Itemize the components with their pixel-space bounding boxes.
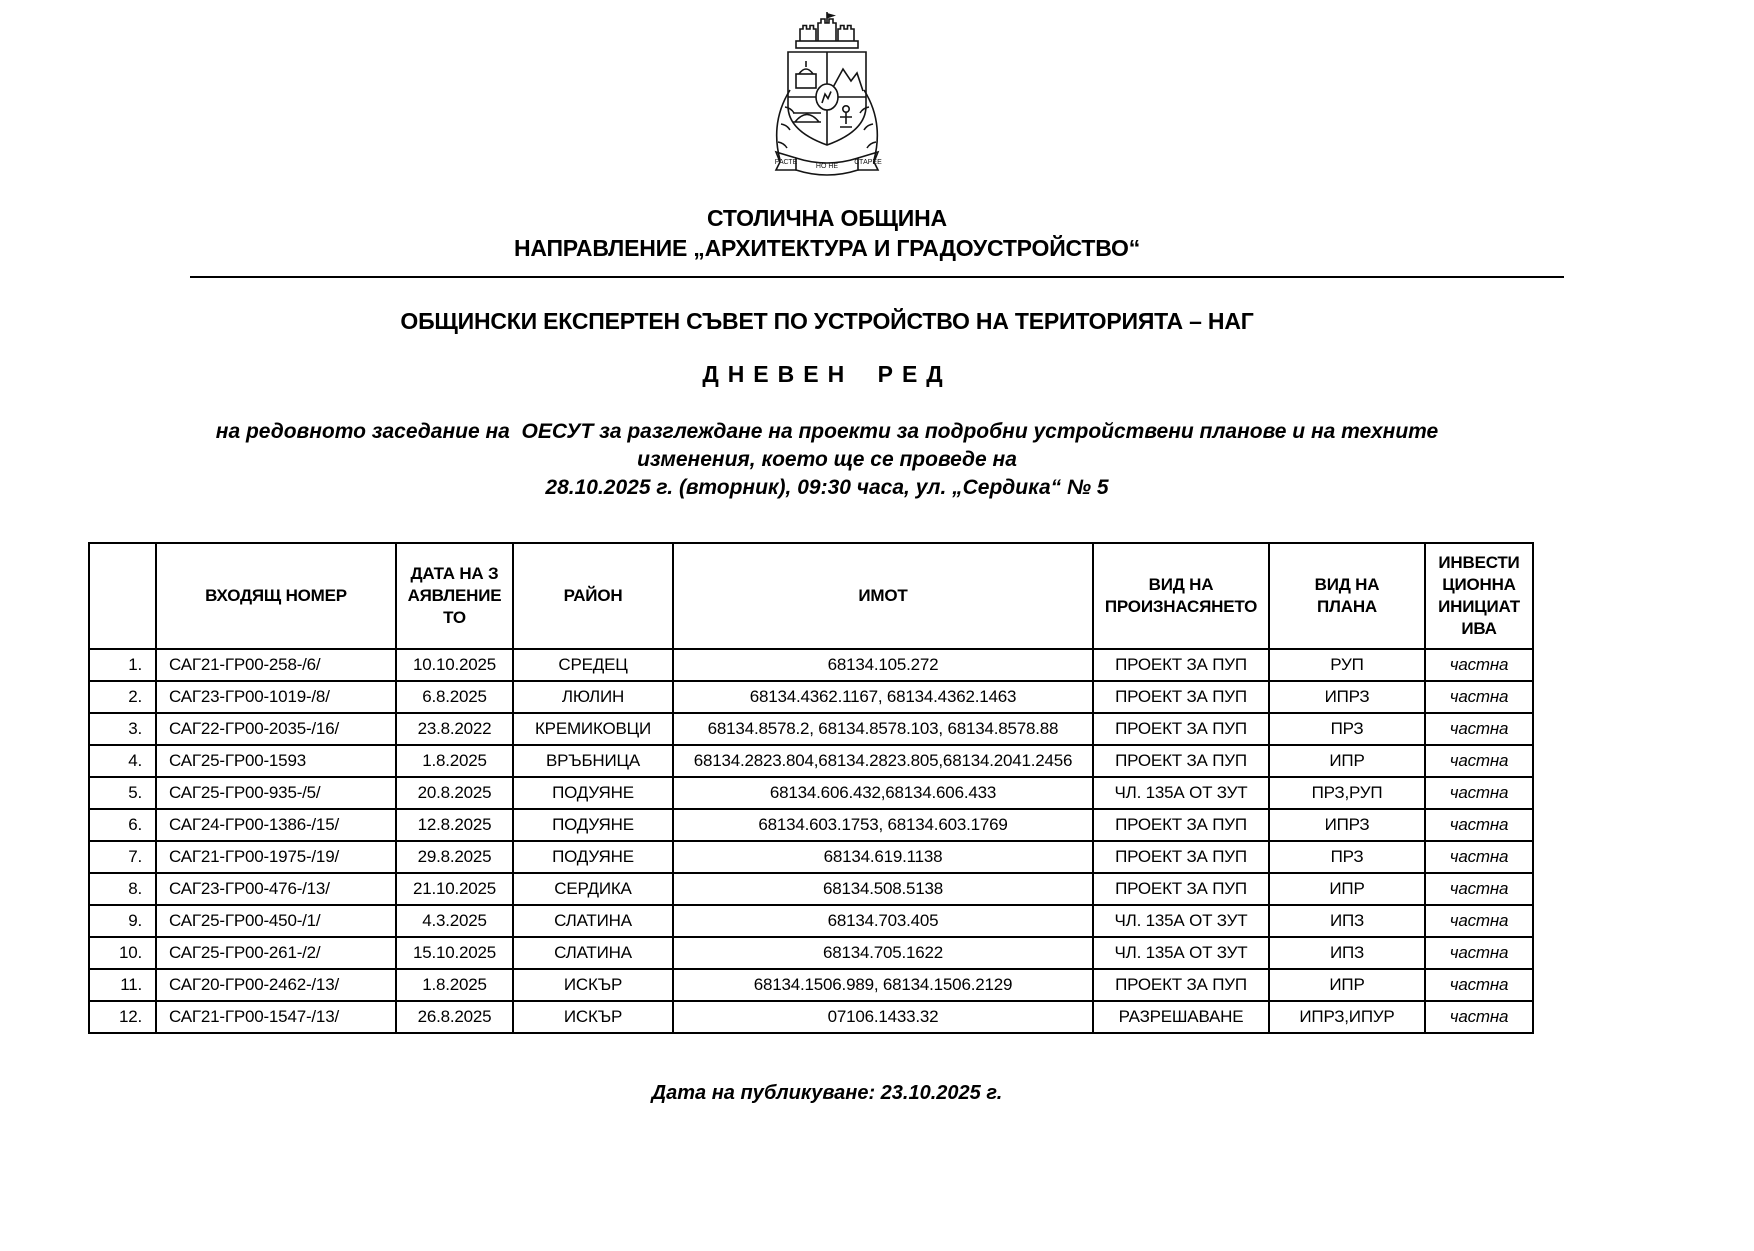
municipality-name: СТОЛИЧНА ОБЩИНА bbox=[707, 205, 947, 231]
row-number-cell: 2. bbox=[89, 681, 156, 713]
application-date-cell: 20.8.2025 bbox=[396, 777, 513, 809]
emblem-motto-right: СТАРЕЕ bbox=[854, 159, 882, 166]
pronouncement-type-cell: ЧЛ. 135А ОТ ЗУТ bbox=[1093, 777, 1269, 809]
agenda-title: ДНЕВЕН РЕД bbox=[702, 361, 952, 387]
agenda-table-header bbox=[89, 543, 1533, 649]
property-cell: 68134.1506.989, 68134.1506.2129 bbox=[673, 969, 1093, 1001]
header-row bbox=[89, 543, 1533, 649]
property-cell: 68134.705.1622 bbox=[673, 937, 1093, 969]
row-number-cell: 11. bbox=[89, 969, 156, 1001]
plan-type-cell: ПРЗ bbox=[1269, 713, 1425, 745]
pronouncement-type-cell: ПРОЕКТ ЗА ПУП bbox=[1093, 681, 1269, 713]
district-cell: ИСКЪР bbox=[513, 1001, 673, 1033]
column-header-pronouncement-type: ВИД НА ПРОИЗНАСЯНЕТО bbox=[1093, 543, 1269, 649]
entry-number-cell: САГ21-ГР00-258-/6/ bbox=[156, 649, 396, 681]
property-cell: 68134.8578.2, 68134.8578.103, 68134.8578.88 bbox=[673, 713, 1093, 745]
application-date-cell: 26.8.2025 bbox=[396, 1001, 513, 1033]
row-number-cell: 4. bbox=[89, 745, 156, 777]
investment-initiative-cell: частна bbox=[1425, 745, 1533, 777]
property-cell: 68134.508.5138 bbox=[673, 873, 1093, 905]
investment-initiative-cell: частна bbox=[1425, 1001, 1533, 1033]
table-row bbox=[89, 681, 1533, 713]
application-date-cell: 23.8.2022 bbox=[396, 713, 513, 745]
column-header-plan-type: ВИД НА ПЛАНА bbox=[1269, 543, 1425, 649]
entry-number-cell: САГ25-ГР00-261-/2/ bbox=[156, 937, 396, 969]
row-number-cell: 9. bbox=[89, 905, 156, 937]
document-page bbox=[88, 10, 1566, 263]
district-cell: СРЕДЕЦ bbox=[513, 649, 673, 681]
plan-type-cell: ПРЗ bbox=[1269, 841, 1425, 873]
property-cell: 68134.4362.1167, 68134.4362.1463 bbox=[673, 681, 1093, 713]
entry-number-cell: САГ21-ГР00-1547-/13/ bbox=[156, 1001, 396, 1033]
row-number-cell: 8. bbox=[89, 873, 156, 905]
column-header-property: ИМОТ bbox=[673, 543, 1093, 649]
property-cell: 68134.105.272 bbox=[673, 649, 1093, 681]
district-cell: КРЕМИКОВЦИ bbox=[513, 713, 673, 745]
plan-type-cell: ИПРЗ bbox=[1269, 809, 1425, 841]
district-cell: СЕРДИКА bbox=[513, 873, 673, 905]
table-row bbox=[89, 905, 1533, 937]
session-description bbox=[88, 418, 1566, 502]
emblem-motto-left: РАСТЕ bbox=[774, 159, 798, 166]
pronouncement-type-cell: ПРОЕКТ ЗА ПУП bbox=[1093, 841, 1269, 873]
pronouncement-type-cell: ПРОЕКТ ЗА ПУП bbox=[1093, 969, 1269, 1001]
application-date-cell: 4.3.2025 bbox=[396, 905, 513, 937]
pronouncement-type-cell: ПРОЕКТ ЗА ПУП bbox=[1093, 745, 1269, 777]
investment-initiative-cell: частна bbox=[1425, 969, 1533, 1001]
pronouncement-type-cell: ПРОЕКТ ЗА ПУП bbox=[1093, 809, 1269, 841]
table-row bbox=[89, 777, 1533, 809]
row-number-cell: 10. bbox=[89, 937, 156, 969]
row-number-cell: 12. bbox=[89, 1001, 156, 1033]
plan-type-cell: ИПР bbox=[1269, 873, 1425, 905]
column-header-application-date: ДАТА НА ЗАЯВЛЕНИЕТО bbox=[396, 543, 513, 649]
table-row bbox=[89, 841, 1533, 873]
table-row bbox=[89, 1001, 1533, 1033]
entry-number-cell: САГ22-ГР00-2035-/16/ bbox=[156, 713, 396, 745]
district-cell: ЛЮЛИН bbox=[513, 681, 673, 713]
plan-type-cell: ИПРЗ bbox=[1269, 681, 1425, 713]
property-cell: 68134.606.432,68134.606.433 bbox=[673, 777, 1093, 809]
row-number-cell: 5. bbox=[89, 777, 156, 809]
column-header-district: РАЙОН bbox=[513, 543, 673, 649]
pronouncement-type-cell: ЧЛ. 135А ОТ ЗУТ bbox=[1093, 937, 1269, 969]
application-date-cell: 1.8.2025 bbox=[396, 969, 513, 1001]
publication-date: Дата на публикуване: 23.10.2025 г. bbox=[651, 1082, 1003, 1104]
column-header-number bbox=[89, 543, 156, 649]
application-date-cell: 12.8.2025 bbox=[396, 809, 513, 841]
entry-number-cell: САГ25-ГР00-935-/5/ bbox=[156, 777, 396, 809]
district-cell: ВРЪБНИЦА bbox=[513, 745, 673, 777]
pronouncement-type-cell: ПРОЕКТ ЗА ПУП bbox=[1093, 649, 1269, 681]
row-number-cell: 1. bbox=[89, 649, 156, 681]
table-row bbox=[89, 745, 1533, 777]
session-datetime-line: 28.10.2025 г. (вторник), 09:30 часа, ул. „Сердика“ № 5 bbox=[545, 476, 1109, 499]
table-row bbox=[89, 873, 1533, 905]
session-description-line2: изменения, което ще се проведе на bbox=[637, 448, 1017, 471]
table-row bbox=[89, 969, 1533, 1001]
property-cell: 68134.703.405 bbox=[673, 905, 1093, 937]
investment-initiative-cell: частна bbox=[1425, 681, 1533, 713]
plan-type-cell: ИПР bbox=[1269, 745, 1425, 777]
investment-initiative-cell: частна bbox=[1425, 841, 1533, 873]
plan-type-cell: РУП bbox=[1269, 649, 1425, 681]
table-row bbox=[89, 937, 1533, 969]
row-number-cell: 6. bbox=[89, 809, 156, 841]
agenda-table bbox=[88, 542, 1534, 1034]
department-name: НАПРАВЛЕНИЕ „АРХИТЕКТУРА И ГРАДОУСТРОЙСТВО“ bbox=[513, 235, 1141, 261]
entry-number-cell: САГ25-ГР00-1593 bbox=[156, 745, 396, 777]
sofia-coat-of-arms-icon bbox=[765, 10, 889, 182]
application-date-cell: 1.8.2025 bbox=[396, 745, 513, 777]
emblem-motto-center: НО НЕ bbox=[815, 163, 839, 170]
entry-number-cell: САГ23-ГР00-1019-/8/ bbox=[156, 681, 396, 713]
pronouncement-type-cell: ПРОЕКТ ЗА ПУП bbox=[1093, 713, 1269, 745]
property-cell: 68134.2823.804,68134.2823.805,68134.2041.2456 bbox=[673, 745, 1093, 777]
district-cell: ПОДУЯНЕ bbox=[513, 809, 673, 841]
plan-type-cell: ИПРЗ,ИПУР bbox=[1269, 1001, 1425, 1033]
plan-type-cell: ИПЗ bbox=[1269, 905, 1425, 937]
district-cell: СЛАТИНА bbox=[513, 905, 673, 937]
property-cell: 07106.1433.32 bbox=[673, 1001, 1093, 1033]
table-row bbox=[89, 713, 1533, 745]
row-number-cell: 7. bbox=[89, 841, 156, 873]
agenda-table-body bbox=[89, 649, 1533, 1033]
application-date-cell: 15.10.2025 bbox=[396, 937, 513, 969]
table-row bbox=[89, 649, 1533, 681]
property-cell: 68134.619.1138 bbox=[673, 841, 1093, 873]
session-description-line1: на редовното заседание на ОЕСУТ за разглеждане на проекти за подробни устройствени планове и на техните bbox=[215, 420, 1439, 443]
entry-number-cell: САГ21-ГР00-1975-/19/ bbox=[156, 841, 396, 873]
emblem-container bbox=[88, 10, 1566, 187]
investment-initiative-cell: частна bbox=[1425, 937, 1533, 969]
pronouncement-type-cell: ПРОЕКТ ЗА ПУП bbox=[1093, 873, 1269, 905]
council-title: ОБЩИНСКИ ЕКСПЕРТЕН СЪВЕТ ПО УСТРОЙСТВО НА ТЕРИТОРИЯТА – НАГ bbox=[400, 308, 1254, 334]
application-date-cell: 6.8.2025 bbox=[396, 681, 513, 713]
column-header-entry-number: ВХОДЯЩ НОМЕР bbox=[156, 543, 396, 649]
pronouncement-type-cell: РАЗРЕШАВАНЕ bbox=[1093, 1001, 1269, 1033]
application-date-cell: 29.8.2025 bbox=[396, 841, 513, 873]
property-cell: 68134.603.1753, 68134.603.1769 bbox=[673, 809, 1093, 841]
application-date-cell: 10.10.2025 bbox=[396, 649, 513, 681]
row-number-cell: 3. bbox=[89, 713, 156, 745]
entry-number-cell: САГ23-ГР00-476-/13/ bbox=[156, 873, 396, 905]
application-date-cell: 21.10.2025 bbox=[396, 873, 513, 905]
investment-initiative-cell: частна bbox=[1425, 809, 1533, 841]
investment-initiative-cell: частна bbox=[1425, 873, 1533, 905]
plan-type-cell: ПРЗ,РУП bbox=[1269, 777, 1425, 809]
table-row bbox=[89, 809, 1533, 841]
district-cell: СЛАТИНА bbox=[513, 937, 673, 969]
investment-initiative-cell: частна bbox=[1425, 713, 1533, 745]
entry-number-cell: САГ20-ГР00-2462-/13/ bbox=[156, 969, 396, 1001]
entry-number-cell: САГ25-ГР00-450-/1/ bbox=[156, 905, 396, 937]
column-header-investment-initiative: ИНВЕСТИЦИОННА ИНИЦИАТИВА bbox=[1425, 543, 1533, 649]
plan-type-cell: ИПР bbox=[1269, 969, 1425, 1001]
investment-initiative-cell: частна bbox=[1425, 905, 1533, 937]
entry-number-cell: САГ24-ГР00-1386-/15/ bbox=[156, 809, 396, 841]
district-cell: ПОДУЯНЕ bbox=[513, 777, 673, 809]
investment-initiative-cell: частна bbox=[1425, 649, 1533, 681]
pronouncement-type-cell: ЧЛ. 135А ОТ ЗУТ bbox=[1093, 905, 1269, 937]
header-divider bbox=[190, 276, 1564, 278]
district-cell: ИСКЪР bbox=[513, 969, 673, 1001]
district-cell: ПОДУЯНЕ bbox=[513, 841, 673, 873]
plan-type-cell: ИПЗ bbox=[1269, 937, 1425, 969]
investment-initiative-cell: частна bbox=[1425, 777, 1533, 809]
